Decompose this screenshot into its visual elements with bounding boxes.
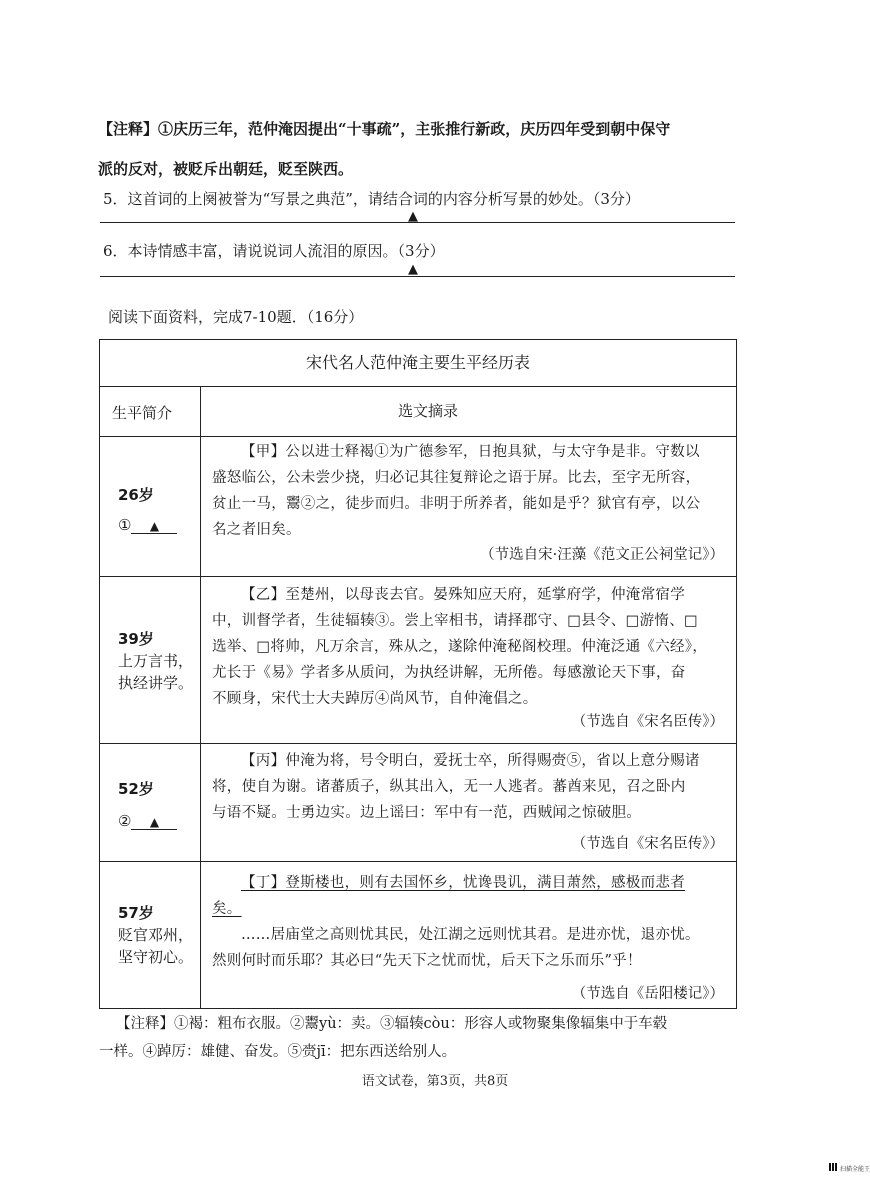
scanner-watermark: 扫描全能王 — [840, 1166, 870, 1173]
biography-table — [99, 339, 737, 1009]
row-2-line-2: 中，训督学者，生徒辐辏③。尝上宰相书，请择郡守、□县令、□游惰、□ — [212, 613, 698, 629]
row-4-line-4: 然则何时而乐耶？其必曰“先天下之忧而忧，后天下之乐而乐”乎！ — [212, 953, 642, 969]
row-1-line-4: 名之者旧矣。 — [212, 522, 301, 538]
row-2-excerpt — [212, 582, 727, 712]
row-3-age: 52岁 — [118, 780, 154, 798]
row-3-line-1: 【丙】仲淹为将，号令明白，爱抚士卒，所得赐赍⑤，省以上意分赐诸 — [241, 753, 700, 769]
row-4-line-3: ……居庙堂之高则忧其民，处江湖之远则忧其君。是进亦忧，退亦忧。 — [241, 927, 700, 943]
qr-code-icon — [829, 1163, 837, 1171]
answer-line-q6[interactable] — [100, 276, 735, 277]
row-1-excerpt — [212, 439, 727, 543]
row-3-source: （节选自《宋名臣传》） — [571, 836, 724, 852]
row-1-blank-label: ① — [118, 516, 132, 534]
question-5: 5．这首词的上阕被誉为“写景之典范”，请结合词的内容分析写景的妙处。（3分） — [103, 190, 640, 208]
row-1-line-2: 盛怒临公，公未尝少挠，归必记其往复辩论之语于屏。比去，至字无所容， — [212, 470, 701, 486]
top-note-line-2: 派的反对，被贬斥出朝廷，贬至陕西。 — [98, 160, 354, 178]
bottom-note-line-2: 一样。④踔厉：雄健、奋发。⑤赍jī：把东西送给别人。 — [99, 1044, 457, 1060]
row-3-line-3: 与语不疑。士勇边实。边上谣曰：军中有一范，西贼闻之惊破胆。 — [212, 805, 642, 821]
row-2-line-4: 尤长于《易》学者多从质问，为执经讲解，无所倦。每感激论天下事，奋 — [212, 665, 686, 681]
row-2-age: 39岁 — [118, 630, 154, 648]
row-4-excerpt — [212, 870, 727, 974]
row-2-life-line-2: 执经讲学。 — [118, 674, 194, 692]
top-note-line-1: 【注释】①庆历三年，范仲淹因提出“十事疏”，主张推行新政，庆历四年受到朝中保守 — [98, 120, 671, 138]
row-4-life — [118, 924, 193, 968]
row-2-line-1: 【乙】至楚州，以母丧去官。晏殊知应天府，延掌府学，仲淹常宿学 — [241, 587, 685, 603]
col-header-excerpt: 选文摘录 — [398, 402, 459, 420]
row-2-line-5: 不顾身，宋代士大夫踔厉④尚风节，自仲淹倡之。 — [212, 691, 538, 707]
col-header-life: 生平简介 — [112, 404, 173, 422]
bottom-note-line-1: 【注释】①褐：粗布衣服。②鬻yù：卖。③辐辏còu：形容人或物聚集像辐集中于车毂 — [116, 1016, 668, 1032]
row-4-source: （节选自《岳阳楼记》） — [571, 986, 724, 1002]
row-1-blank[interactable] — [118, 516, 177, 534]
table-title: 宋代名人范仲淹主要生平经历表 — [305, 353, 530, 372]
row-4-life-line-2: 坚守初心。 — [118, 948, 194, 966]
row-4-line-1: 【丁】登斯楼也，则有去国怀乡，忧谗畏讥，满目萧然，感极而悲者 — [241, 875, 685, 891]
row-3-blank-marker: ▲ — [131, 815, 177, 830]
question-6: 6．本诗情感丰富，请说说词人流泪的原因。（3分） — [103, 242, 445, 260]
row-4-life-line-1: 贬官邓州， — [118, 926, 194, 944]
row-3-excerpt — [212, 748, 727, 826]
answer-line-q5[interactable] — [100, 222, 735, 223]
row-3-blank-label: ② — [118, 812, 132, 830]
row-1-line-3: 贫止一马，鬻②之，徒步而归。非明于所养者，能如是乎？狱官有亭，以公 — [212, 496, 701, 512]
answer-marker-q6: ▲ — [408, 262, 418, 277]
page-footer: 语文试卷，第3页，共8页 — [361, 1074, 509, 1089]
row-4-line-2: 矣。 — [212, 901, 242, 917]
row-2-line-3: 选举、□将帅，凡万余言，殊从之，遂除仲淹秘阁校理。仲淹泛通《六经》， — [212, 639, 708, 655]
row-2-life — [118, 650, 193, 694]
row-1-line-1: 【甲】公以进士释褐①为广德参军，日抱具狱，与太守争是非。守数以 — [241, 444, 700, 460]
row-3-line-2: 将，使自为谢。诸蕃质子，纵其出入，无一人逃者。蕃酋来见，召之卧内 — [212, 779, 686, 795]
row-2-source: （节选自《宋名臣传》） — [571, 714, 724, 730]
row-1-age: 26岁 — [118, 486, 154, 504]
row-4-age: 57岁 — [118, 904, 154, 922]
reading-intro: 阅读下面资料，完成7-10题．（16分） — [108, 308, 364, 326]
row-3-blank[interactable] — [118, 812, 177, 830]
row-1-source: （节选自宋·汪藻《范文正公祠堂记》） — [480, 547, 724, 563]
row-2-life-line-1: 上万言书， — [118, 652, 194, 670]
answer-marker-q5: ▲ — [408, 209, 418, 224]
row-1-blank-marker: ▲ — [131, 519, 177, 534]
